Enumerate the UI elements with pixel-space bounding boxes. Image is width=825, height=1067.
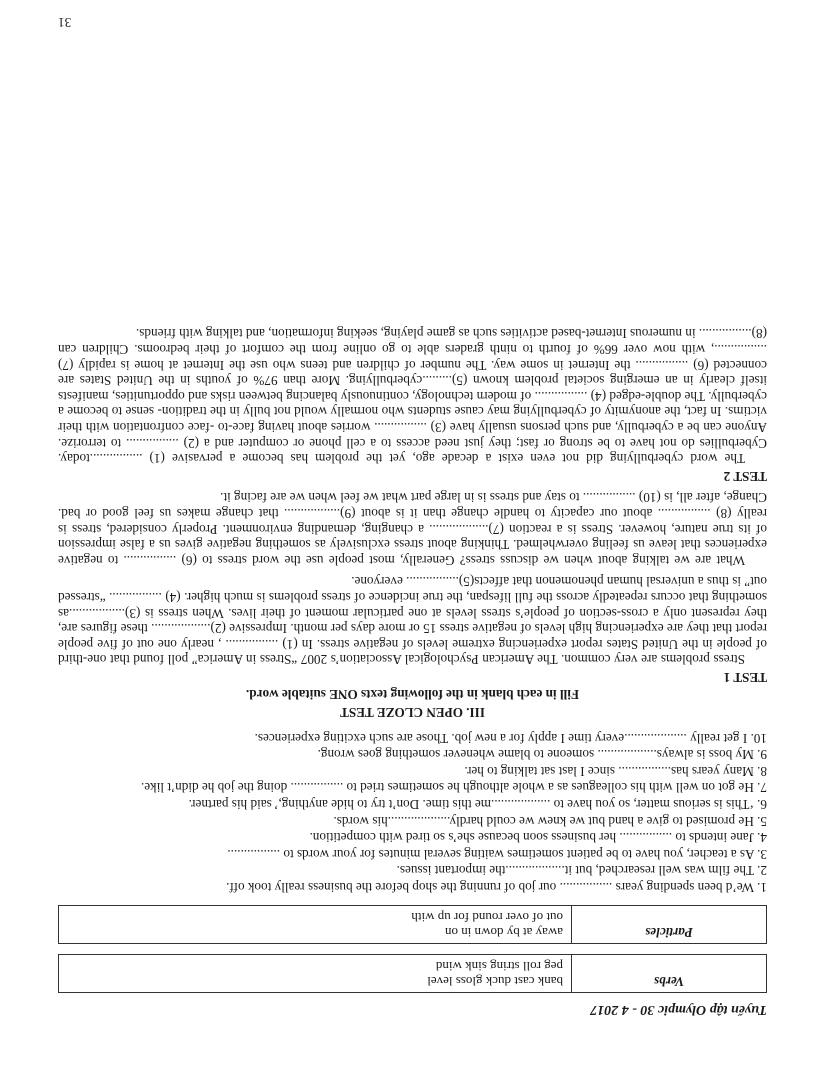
test2-title: TEST 2 (723, 468, 767, 484)
particles-line-1: away at by down in on (444, 925, 563, 941)
verbs-table (58, 954, 767, 993)
list-item: 1. We’d been spending years ................ our job of running the shop before the business really took off. (226, 880, 767, 896)
sentence-list (58, 730, 767, 895)
list-item: 2. The film was well researched, but it..................the important issues. (396, 863, 767, 879)
list-item: 9. My boss is always.................. someone to blame whenever something goes wrong. (317, 747, 767, 763)
verbs-line-1: bank cast duck gloss level (427, 974, 563, 990)
page-header: Tuyển tập Olympic 30 - 4 2017 (590, 1002, 767, 1017)
verbs-label: Verbs (572, 955, 767, 993)
verbs-line-2: peg roll string sink wind (435, 958, 563, 974)
particles-list (59, 906, 572, 944)
particles-table (58, 905, 767, 944)
section-title: III. OPEN CLOZE TEST (340, 705, 485, 721)
test1-paragraph: What are we talking about when we discuss stress? Generally, most people use the word stress to (6) ................ to negative experiences that leave us feeling overwhelmed. Thinking about stress exclusively as something negative gives us a false impression of its true nature, however. Stress is a reaction (7).................. a changing, demanding environment. Properly considered, stress is really (8) ................ about our capacity to handle change than it is about (9)................. that change makes us feel good or bad. Change, after all, is (10) ................ to stay and stress is in large part what we feel when we are facing it. (58, 490, 767, 568)
page-number: 31 (58, 14, 72, 30)
list-item: 4. Jane intends to ................ her business soon because she’s so tired with competition. (309, 830, 767, 846)
test1-title: TEST 1 (723, 669, 767, 685)
list-item: 5. He promised to give a hand but we knew we could hardly...................his words. (333, 813, 767, 829)
list-item: 6. ‘This is serious matter, so you have to ..................me this time. Don’t try to hide anything,’ said his partner. (188, 797, 767, 813)
list-item: 10. I get really ...................every time I apply for a new job. Those are such exciting experiences. (254, 730, 767, 746)
section-instruction: Fill in each blank in the following texts ONE suitable word. (245, 687, 580, 703)
list-item: 3. As a teacher, you have to be patient sometimes waiting several minutes for your words to ................ (227, 846, 767, 862)
test2-paragraph: The word cyberbullying did not even exist a decade ago, yet the problem has become a pervasive (1) ................today. Cyberbullies do not have to be strong or fast; they just need access to a cell phone or computer and a (2) ................ to terrorize. Anyone can be a cyberbully, and such persons usually have (3) ................ worries about having face-to -face confrontation with their victims. In fact, the anonymity of cyberbullying may cause students who normally would not bully in the tradition- sense to become a cyberbully. The double-edged (4) ................ of modern technology, continuously balancing between risks and opportunities, manifests itself clearly in an emerging societal problem known (5).........cyberbullying. More than 97% of youths in the United States are connected (6) ................ the Internet in some way. The number of children and teens who use the Internet at home is rapidly (7) ................, with now over 66% of fourth to ninth graders able to go online from the comfort of their bedrooms. Children can (8)................ in numerous Internet-based activities such as game playing, seeking information, and talking with friends. (58, 326, 767, 467)
list-item: 8. Many years has................ since I last sat talking to her. (464, 763, 767, 779)
verbs-list (59, 955, 572, 993)
test1-paragraph: Stress problems are very common. The American Psychological Association’s 2007 “Stress in America” poll found that one-third of people in the United States report experiencing extreme levels of negative stress. In (1) ................ , nearly one out of five people report that they are experiencing high levels of negative stress 15 or more days per month. Impressive (2).................. these figures are, they represent only a cross-section of people’s stress levels at one particular moment of their lives. When stress is (3).................as something that occurs repeatedly across the full lifespan, the true incidence of stress problems is much higher. (4) ................ “stressed out” is thus a universal human phenomenon that affects(5)................ everyone. (58, 574, 767, 668)
list-item: 7. He got on well with his colleagues as a whole although he sometimes tried to ................ doing the job he didn’t like. (140, 780, 767, 796)
particles-line-2: out of over round for up with (411, 909, 563, 925)
particles-label: Particles (572, 906, 767, 944)
